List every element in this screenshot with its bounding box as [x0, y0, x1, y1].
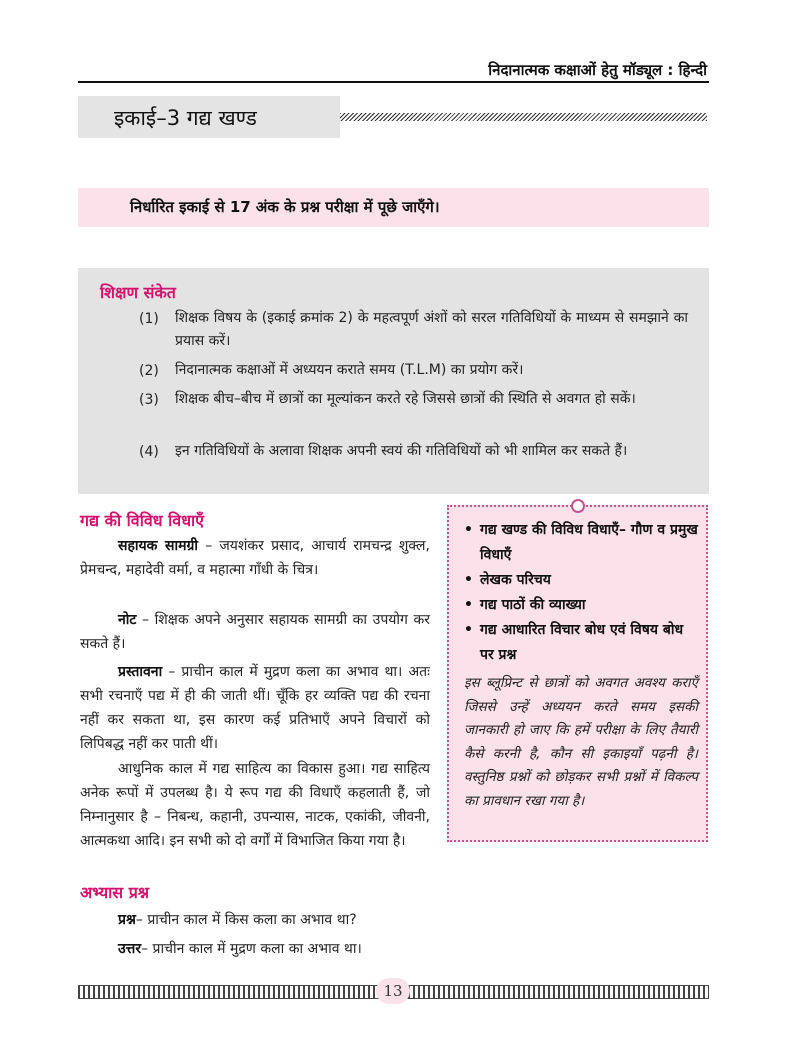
hint-number: (3)	[139, 392, 159, 408]
blueprint-note: इस ब्लूप्रिन्ट से छात्रों को अवगत अवश्य कराएँ जिससे उन्हें अध्ययन करते समय इसकी जानकारी हो जाए कि हमें परीक्षा के लिए तैयारी कैसे करनी है, कौन सी इकाइयाँ पढ़नी है। वस्तुनिष्ठ प्रश्नों को छोड़कर सभी प्रश्नों में विकल्प का प्रावधान रखा गया है।	[464, 675, 698, 809]
bullet-icon: •	[464, 622, 473, 638]
material-label: सहायक सामग्री	[118, 538, 198, 554]
answer-label: उत्तर	[118, 941, 142, 957]
hint-number: (2)	[139, 363, 159, 379]
intro-label: प्रस्तावना	[118, 664, 163, 680]
list-item: • लेखक परिचय	[464, 568, 699, 593]
teaching-hints-heading: शिक्षण संकेत	[100, 283, 176, 302]
question-label: प्रश्न	[118, 912, 136, 928]
material-paragraph	[80, 534, 430, 582]
practice-answer	[118, 937, 438, 961]
hint-number: (1)	[139, 311, 159, 327]
modern-paragraph	[80, 757, 430, 853]
question-text: – प्राचीन काल में किस कला का अभाव था?	[135, 912, 357, 928]
list-item: • गद्य आधारित विचार बोध एवं विषय बोध पर प्रश्न	[464, 618, 699, 668]
marks-notice-text: निर्धारित इकाई से 17 अंक के प्रश्न परीक्षा में पूछे जाएँगे।	[130, 198, 440, 216]
hint-text: शिक्षक विषय के (इकाई क्रमांक 2) के महत्वपूर्ण अंशों को सरल गतिविधियों के माध्यम से समझाने का प्रयास करें।	[175, 310, 688, 349]
intro-text: – प्राचीन काल में मुद्रण कला का अभाव था। अतः सभी रचनाएँ पद्य में ही की जाती थीं। चूँकि हर व्यक्ति पद्य की रचना नहीं कर सकता था, इस कारण कई प्रतिभाएँ अपने विचारों को लिपिबद्ध नहीं कर पाती थीं।	[80, 664, 430, 752]
list-item: • गद्य पाठों की व्याख्या	[464, 593, 699, 618]
hint-number: (4)	[139, 444, 159, 460]
ring-ornament	[571, 499, 585, 513]
hint-text: इन गतिविधियों के अलावा शिक्षक अपनी स्वयं की गतिविधियों को भी शामिल कर सकते हैं।	[175, 443, 628, 459]
bullet-icon: •	[464, 522, 473, 538]
header-rule	[78, 81, 709, 83]
practice-heading: अभ्यास प्रश्न	[80, 883, 150, 902]
genres-heading: गद्य की विविध विधाएँ	[80, 511, 205, 530]
page-number: 13	[376, 978, 410, 1004]
hint-text: निदानात्मक कक्षाओं में अध्ययन कराते समय (T.L.M) का प्रयोग करें।	[175, 362, 524, 378]
answer-text: – प्राचीन काल में मुद्रण कला का अभाव था।	[141, 941, 362, 957]
running-header: निदानात्मक कक्षाओं हेतु मॉड्यूल : हिन्दी	[488, 61, 707, 79]
blueprint-list	[464, 518, 699, 668]
bullet-icon: •	[464, 572, 473, 588]
practice-question	[118, 908, 438, 932]
hint-text: शिक्षक बीच–बीच में छात्रों का मूल्यांकन करते रहे जिससे छात्रों की स्थिति से अवगत हो सकें।	[175, 391, 636, 407]
note-text: – शिक्षक अपने अनुसार सहायक सामग्री का उपयोग कर सकते हैं।	[80, 612, 430, 652]
note-label: नोट	[118, 612, 137, 628]
intro-paragraph	[80, 660, 430, 756]
unit-title-hatch-rule	[340, 113, 707, 121]
material-text: – जयशंकर प्रसाद, आचार्य रामचन्द्र शुक्ल, प्रेमचन्द, महादेवी वर्मा, व महात्मा गाँधी के चित्र।	[80, 538, 430, 578]
list-item: • गद्य खण्ड की विविध विधाएँ– गौण व प्रमुख विधाएँ	[464, 518, 699, 568]
bullet-icon: •	[464, 597, 473, 613]
modern-text: आधुनिक काल में गद्य साहित्य का विकास हुआ। गद्य साहित्य अनेक रूपों में उपलब्ध है। ये रूप गद्य की विधाएँ कहलाती हैं, जो निम्नानुसार है – निबन्ध, कहानी, उपन्यास, नाटक, एकांकी, जीवनी, आत्मकथा आदि। इन सभी को दो वर्गों में विभाजित किया गया है।	[80, 761, 430, 849]
unit-title: इकाई–3 गद्य खण्ड	[114, 106, 257, 130]
note-paragraph	[80, 608, 430, 656]
